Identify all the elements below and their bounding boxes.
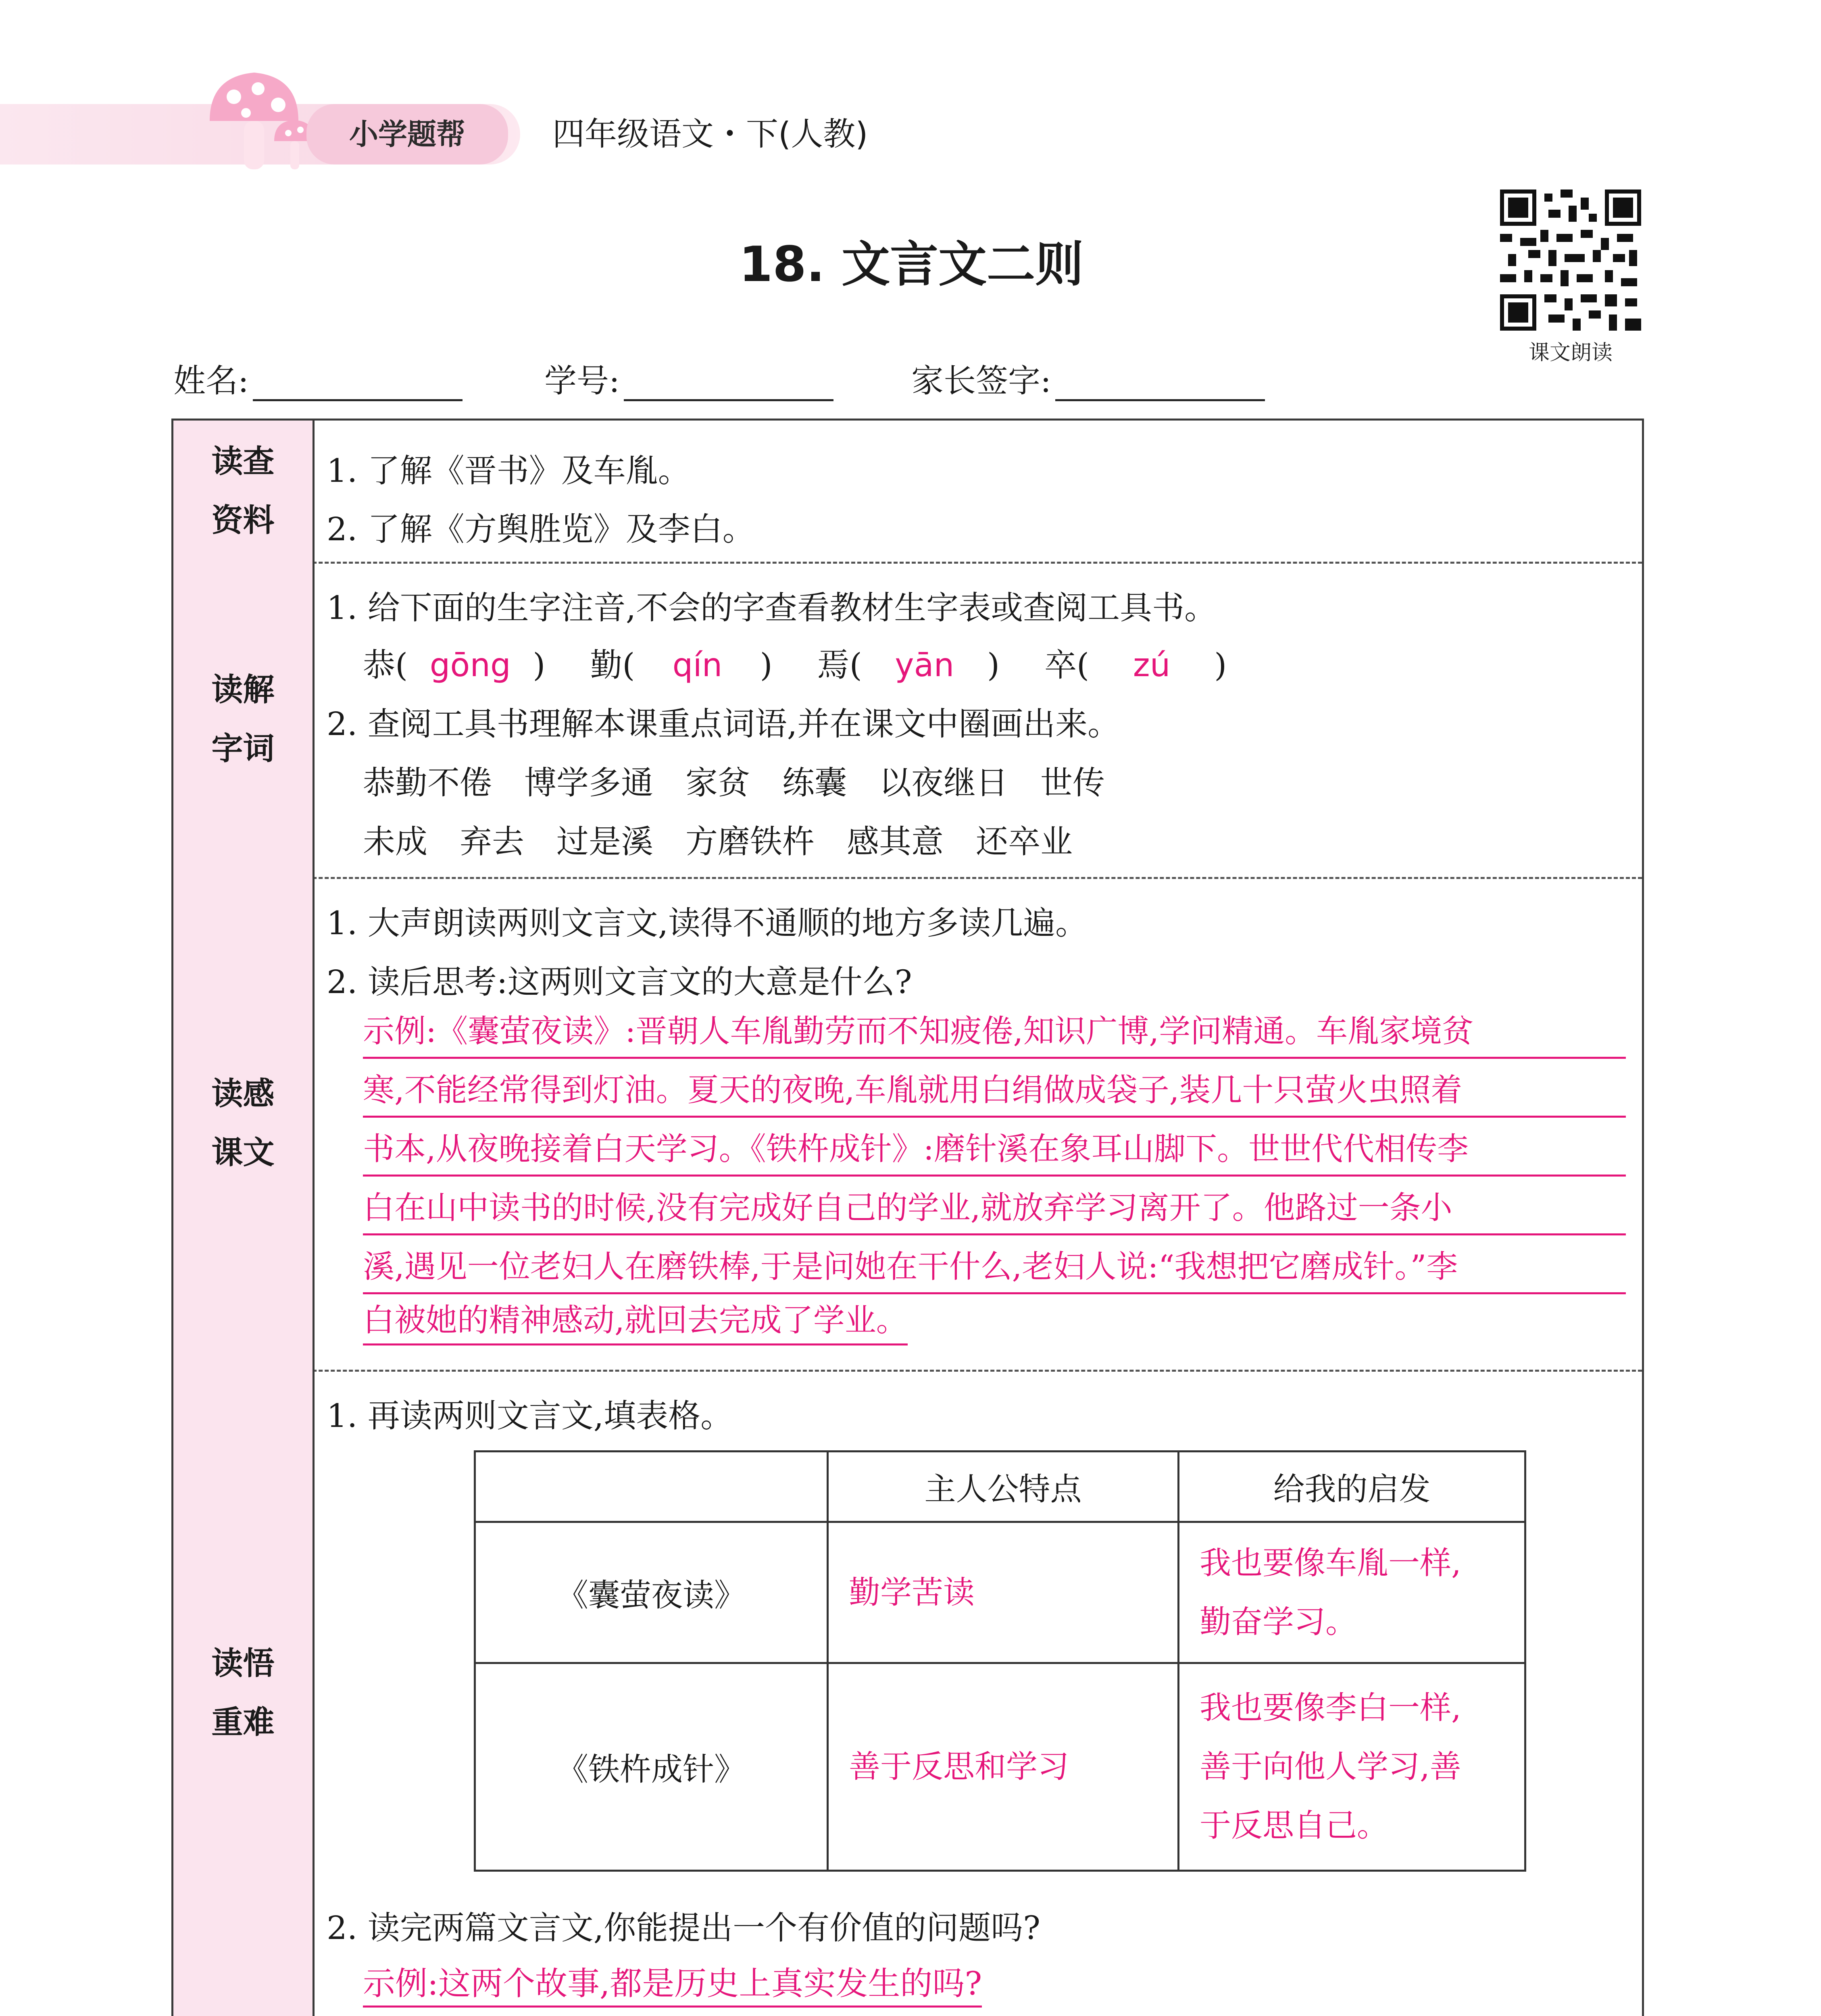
qr-caption: 课文朗读	[1528, 341, 1613, 365]
parent-signature-field[interactable]: 家长签字:	[911, 355, 1265, 401]
name-field[interactable]: 姓名:	[173, 355, 463, 401]
brand-badge: 小学题帮	[306, 104, 508, 165]
table-row-story: 《囊萤夜读》	[476, 1523, 829, 1664]
section-analysis	[173, 1370, 1642, 2016]
preview-sheet	[171, 419, 1644, 2016]
reading-question-2: 2. 读后思考:这两则文言文的大意是什么?	[327, 963, 912, 1001]
table-row-story: 《铁杵成针》	[476, 1664, 829, 1870]
word-list-1: 恭勤不倦 博学多通 家贫 练囊 以夜继日 世传	[363, 764, 1105, 802]
section-label: 读悟 重难	[173, 1370, 315, 2016]
word-list-2: 未成 弃去 过是溪 方磨铁杵 感其意 还卒业	[363, 823, 1073, 860]
section-vocabulary	[173, 562, 1642, 879]
table-row-insight: 我也要像车胤一样, 勤奋学习。	[1179, 1523, 1524, 1664]
char-item: 焉( yān )	[817, 646, 1000, 684]
table-header-empty	[476, 1452, 829, 1523]
subject-label: 四年级语文・下(人教)	[552, 115, 868, 153]
comparison-table	[474, 1450, 1526, 1872]
qr-code-icon[interactable]	[1500, 190, 1641, 331]
table-header-trait: 主人公特点	[829, 1452, 1179, 1523]
page-title: 18. 文言文二则	[739, 237, 1084, 293]
section-label: 读感 课文	[173, 877, 315, 1370]
analysis-question-1: 1. 再读两则文言文,填表格。	[327, 1397, 733, 1435]
char-item: 恭( gōng )	[363, 646, 546, 684]
section-reading: 读感 课文 1. 大声朗读两则文言文,读得不通顺的地方多读几遍。 2. 读后思考:这两则文言文的大意是什么? 示例:《囊萤夜读》:晋朝人车胤勤劳而不知疲倦,知识广博,学问精通。车胤家境贫 寒,不能经常得到灯油。夏天的夜晚,车胤就用白绢做成袋子,装几十只萤火虫照着 书本,从夜晚接着白天学习。《铁杵成针》:磨针溪在象耳山脚下。世世代代相传李 白在山中读书的时候,没有完成好自己的学业,就放弃学习离开了。他路过一条小 溪,遇见一位老妇人在磨铁棒,于是问她在干什么,老妇人说:“我想把它磨成针。”李 白被她的精神感动,就回去完成了学业。	[173, 877, 1642, 1372]
table-row-insight: 我也要像李白一样, 善于向他人学习,善 于反思自己。	[1200, 1690, 1461, 1844]
research-item-1: 1. 了解《晋书》及车胤。	[327, 452, 690, 489]
question-answer: 示例:这两个故事,都是历史上真实发生的吗?	[363, 1958, 982, 2004]
table-row-trait: 善于反思和学习	[829, 1664, 1179, 1870]
research-item-2: 2. 了解《方舆胜览》及李白。	[327, 510, 755, 548]
char-item: 勤( qín )	[590, 646, 773, 684]
table-header-insight: 给我的启发	[1179, 1452, 1524, 1523]
reading-question-1: 1. 大声朗读两则文言文,读得不通顺的地方多读几遍。	[327, 904, 1088, 942]
vocab-question-1: 1. 给下面的生字注音,不会的字查看教材生字表或查阅工具书。	[327, 589, 1217, 627]
vocab-question-2: 2. 查阅工具书理解本课重点词语,并在课文中圈画出来。	[327, 705, 1120, 743]
analysis-question-2: 2. 读完两篇文言文,你能提出一个有价值的问题吗?	[327, 1909, 1041, 1947]
section-label: 读查 资料	[173, 421, 315, 562]
char-item: 卒( zú )	[1044, 646, 1227, 684]
mushroom-icon	[194, 60, 315, 181]
section-label: 读解 字词	[173, 562, 315, 877]
student-id-field[interactable]: 学号:	[544, 355, 833, 401]
pinyin-row	[363, 639, 1227, 685]
section-research	[173, 421, 1642, 564]
table-row-trait: 勤学苦读	[829, 1523, 1179, 1664]
